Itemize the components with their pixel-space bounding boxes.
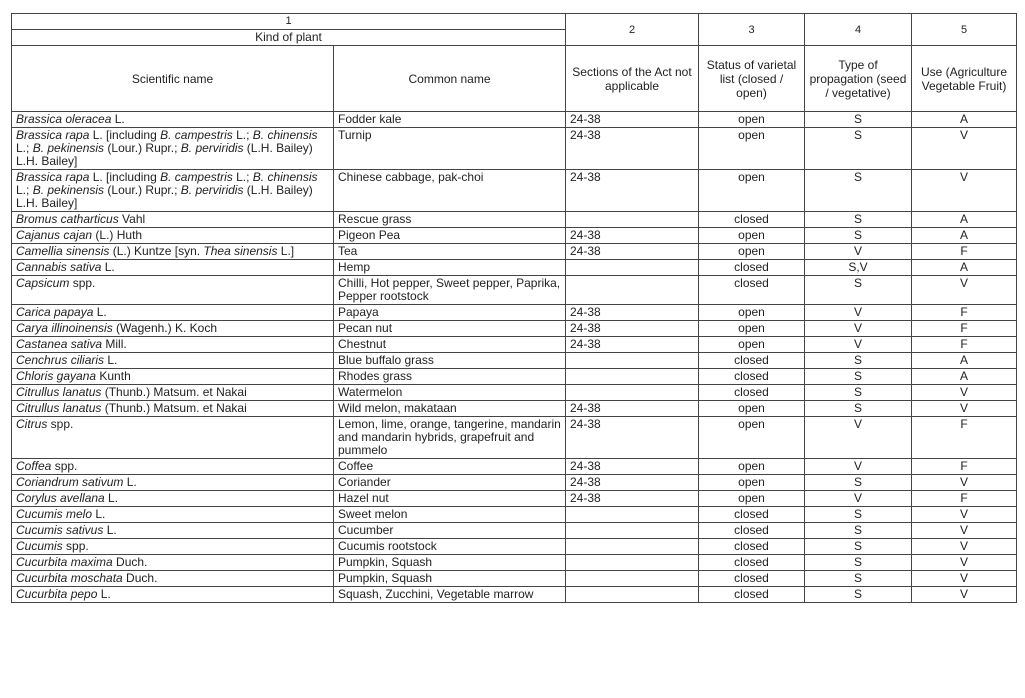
table-row: [12, 170, 1017, 212]
status-cell: open: [699, 337, 805, 353]
scientific-name-italic: Brassica oleracea: [16, 112, 112, 126]
scientific-name-italic: Citrullus lanatus: [16, 385, 102, 399]
scientific-name-text: Vahl: [118, 212, 146, 226]
status-cell: open: [699, 244, 805, 260]
common-name-cell: Turnip: [334, 128, 566, 170]
header-kind-of-plant: Kind of plant: [12, 30, 566, 46]
propagation-cell: S: [805, 587, 912, 603]
scientific-name-italic: Camellia sinensis: [16, 244, 110, 258]
scientific-name-text: L.: [123, 475, 137, 489]
plant-varieties-sheet: [11, 13, 1016, 603]
propagation-cell: S: [805, 212, 912, 228]
scientific-name-italic: B. perviridis: [180, 141, 244, 155]
table-row: [12, 539, 1017, 555]
sections-cell: 24-38: [566, 170, 699, 212]
common-name-cell: Fodder kale: [334, 112, 566, 128]
propagation-cell: S: [805, 170, 912, 212]
scientific-name-italic: Cucumis melo: [16, 507, 93, 521]
status-cell: closed: [699, 369, 805, 385]
scientific-name-cell: [12, 385, 334, 401]
propagation-cell: V: [805, 417, 912, 459]
scientific-name-cell: [12, 475, 334, 491]
sections-cell: [566, 260, 699, 276]
sections-cell: [566, 587, 699, 603]
scientific-name-cell: [12, 417, 334, 459]
header-sections-not-applicable: Sections of the Act not applicable: [566, 46, 699, 112]
sections-cell: 24-38: [566, 228, 699, 244]
scientific-name-cell: [12, 587, 334, 603]
scientific-name-text: Mill.: [102, 337, 127, 351]
propagation-cell: S: [805, 369, 912, 385]
use-cell: F: [912, 417, 1017, 459]
sections-cell: [566, 571, 699, 587]
sections-cell: 24-38: [566, 417, 699, 459]
scientific-name-italic: Carica papaya: [16, 305, 94, 319]
sections-cell: 24-38: [566, 337, 699, 353]
scientific-name-text: Duch.: [112, 555, 148, 569]
status-cell: closed: [699, 587, 805, 603]
table-row: [12, 475, 1017, 491]
header-use: Use (Agriculture Vegetable Fruit): [912, 46, 1017, 112]
header-col-number-2: 2: [566, 14, 699, 46]
common-name-cell: Squash, Zucchini, Vegetable marrow: [334, 587, 566, 603]
scientific-name-text: Duch.: [122, 571, 158, 585]
status-cell: closed: [699, 571, 805, 587]
table-row: [12, 491, 1017, 507]
common-name-cell: Sweet melon: [334, 507, 566, 523]
status-cell: closed: [699, 353, 805, 369]
use-cell: V: [912, 587, 1017, 603]
propagation-cell: S: [805, 507, 912, 523]
sections-cell: 24-38: [566, 244, 699, 260]
use-cell: V: [912, 507, 1017, 523]
header-col-number-5: 5: [912, 14, 1017, 46]
sections-cell: [566, 212, 699, 228]
scientific-name-italic: B. pekinensis: [32, 141, 105, 155]
table-row: [12, 555, 1017, 571]
sections-cell: [566, 353, 699, 369]
common-name-cell: Coffee: [334, 459, 566, 475]
table-row: [12, 321, 1017, 337]
use-cell: A: [912, 353, 1017, 369]
scientific-name-cell: [12, 491, 334, 507]
status-cell: open: [699, 305, 805, 321]
propagation-cell: V: [805, 321, 912, 337]
plant-varieties-table: [11, 13, 1017, 603]
sections-cell: [566, 507, 699, 523]
scientific-name-text: spp.: [51, 459, 78, 473]
header-common-name: Common name: [334, 46, 566, 112]
scientific-name-italic: B. campestris: [160, 128, 233, 142]
sections-cell: 24-38: [566, 305, 699, 321]
status-cell: closed: [699, 260, 805, 276]
table-row: [12, 587, 1017, 603]
table-body: [12, 112, 1017, 603]
scientific-name-cell: [12, 244, 334, 260]
scientific-name-text: (Thunb.) Matsum. et Nakai: [101, 385, 247, 399]
scientific-name-text: L.: [101, 260, 115, 274]
status-cell: open: [699, 417, 805, 459]
scientific-name-italic: Bromus catharticus: [16, 212, 119, 226]
scientific-name-italic: B. perviridis: [180, 183, 244, 197]
propagation-cell: S: [805, 571, 912, 587]
common-name-cell: Lemon, lime, orange, tangerine, mandarin and mandarin hybrids, grapefruit and pummelo: [334, 417, 566, 459]
scientific-name-text: L.: [104, 491, 119, 505]
table-row: [12, 228, 1017, 244]
use-cell: F: [912, 337, 1017, 353]
scientific-name-text: L.;: [16, 183, 33, 197]
use-cell: A: [912, 369, 1017, 385]
scientific-name-italic: Cucurbita moschata: [16, 571, 123, 585]
header-col-number-3: 3: [699, 14, 805, 46]
propagation-cell: S,V: [805, 260, 912, 276]
use-cell: V: [912, 276, 1017, 305]
sections-cell: 24-38: [566, 491, 699, 507]
use-cell: A: [912, 212, 1017, 228]
scientific-name-italic: Corylus avellana: [16, 491, 105, 505]
table-row: [12, 244, 1017, 260]
common-name-cell: Rhodes grass: [334, 369, 566, 385]
header-scientific-name: Scientific name: [12, 46, 334, 112]
scientific-name-italic: Cucurbita maxima: [16, 555, 113, 569]
scientific-name-text: (Lour.) Rupr.;: [104, 141, 181, 155]
scientific-name-italic: Cannabis sativa: [16, 260, 102, 274]
sections-cell: 24-38: [566, 401, 699, 417]
propagation-cell: V: [805, 244, 912, 260]
sections-cell: [566, 369, 699, 385]
status-cell: open: [699, 321, 805, 337]
propagation-cell: S: [805, 401, 912, 417]
propagation-cell: S: [805, 385, 912, 401]
common-name-cell: Blue buffalo grass: [334, 353, 566, 369]
scientific-name-cell: [12, 212, 334, 228]
common-name-cell: Pumpkin, Squash: [334, 555, 566, 571]
table-row: [12, 112, 1017, 128]
scientific-name-text: (L.) Huth: [92, 228, 143, 242]
scientific-name-cell: [12, 260, 334, 276]
scientific-name-cell: [12, 128, 334, 170]
scientific-name-text: L.: [103, 523, 117, 537]
status-cell: closed: [699, 523, 805, 539]
propagation-cell: S: [805, 475, 912, 491]
scientific-name-italic: Coffea: [16, 459, 52, 473]
status-cell: open: [699, 112, 805, 128]
scientific-name-text: (Wagenh.) K. Koch: [112, 321, 217, 335]
scientific-name-italic: B. chinensis: [252, 128, 318, 142]
sections-cell: 24-38: [566, 459, 699, 475]
use-cell: V: [912, 385, 1017, 401]
scientific-name-italic: B. pekinensis: [32, 183, 105, 197]
scientific-name-text: (Lour.) Rupr.;: [104, 183, 181, 197]
use-cell: V: [912, 523, 1017, 539]
header-group-number: 1: [12, 14, 566, 30]
scientific-name-text: L.: [92, 507, 106, 521]
sections-cell: 24-38: [566, 128, 699, 170]
scientific-name-text: L. [including: [89, 170, 161, 184]
scientific-name-cell: [12, 459, 334, 475]
scientific-name-text: spp.: [62, 539, 89, 553]
status-cell: closed: [699, 212, 805, 228]
scientific-name-italic: Capsicum: [16, 276, 70, 290]
use-cell: F: [912, 244, 1017, 260]
scientific-name-cell: [12, 321, 334, 337]
use-cell: A: [912, 260, 1017, 276]
scientific-name-text: L.: [97, 587, 111, 601]
common-name-cell: Coriander: [334, 475, 566, 491]
status-cell: open: [699, 401, 805, 417]
scientific-name-cell: [12, 539, 334, 555]
table-row: [12, 305, 1017, 321]
sections-cell: [566, 555, 699, 571]
status-cell: open: [699, 128, 805, 170]
scientific-name-italic: Citrullus lanatus: [16, 401, 102, 415]
propagation-cell: V: [805, 305, 912, 321]
status-cell: open: [699, 475, 805, 491]
use-cell: F: [912, 321, 1017, 337]
scientific-name-italic: Cucurbita pepo: [16, 587, 98, 601]
scientific-name-italic: Brassica rapa: [16, 128, 90, 142]
scientific-name-text: L.;: [16, 141, 33, 155]
scientific-name-cell: [12, 112, 334, 128]
propagation-cell: S: [805, 112, 912, 128]
sections-cell: [566, 276, 699, 305]
common-name-cell: Hemp: [334, 260, 566, 276]
scientific-name-cell: [12, 305, 334, 321]
table-row: [12, 337, 1017, 353]
scientific-name-cell: [12, 353, 334, 369]
scientific-name-text: (L.H. Bailey) L.H. Bailey]: [16, 141, 313, 168]
scientific-name-italic: B. campestris: [160, 170, 233, 184]
common-name-cell: Cucumber: [334, 523, 566, 539]
scientific-name-italic: Chloris gayana: [16, 369, 97, 383]
sections-cell: [566, 523, 699, 539]
use-cell: V: [912, 128, 1017, 170]
common-name-cell: Pigeon Pea: [334, 228, 566, 244]
propagation-cell: S: [805, 353, 912, 369]
scientific-name-text: L. [including: [89, 128, 161, 142]
scientific-name-italic: B. chinensis: [252, 170, 318, 184]
sections-cell: [566, 385, 699, 401]
status-cell: open: [699, 491, 805, 507]
propagation-cell: S: [805, 228, 912, 244]
table-row: [12, 401, 1017, 417]
sections-cell: 24-38: [566, 475, 699, 491]
use-cell: V: [912, 539, 1017, 555]
propagation-cell: V: [805, 337, 912, 353]
table-row: [12, 353, 1017, 369]
scientific-name-cell: [12, 523, 334, 539]
propagation-cell: V: [805, 491, 912, 507]
sections-cell: 24-38: [566, 112, 699, 128]
common-name-cell: Watermelon: [334, 385, 566, 401]
scientific-name-cell: [12, 170, 334, 212]
common-name-cell: Chinese cabbage, pak-choi: [334, 170, 566, 212]
scientific-name-text: (Thunb.) Matsum. et Nakai: [101, 401, 247, 415]
table-row: [12, 507, 1017, 523]
scientific-name-text: Kunth: [96, 369, 131, 383]
scientific-name-cell: [12, 555, 334, 571]
use-cell: F: [912, 459, 1017, 475]
scientific-name-italic: Cajanus cajan: [16, 228, 93, 242]
status-cell: closed: [699, 385, 805, 401]
scientific-name-cell: [12, 228, 334, 244]
propagation-cell: S: [805, 555, 912, 571]
common-name-cell: Hazel nut: [334, 491, 566, 507]
use-cell: F: [912, 491, 1017, 507]
scientific-name-text: L.: [93, 305, 107, 319]
status-cell: closed: [699, 555, 805, 571]
use-cell: A: [912, 112, 1017, 128]
common-name-cell: Pumpkin, Squash: [334, 571, 566, 587]
scientific-name-italic: Castanea sativa: [16, 337, 103, 351]
status-cell: open: [699, 228, 805, 244]
scientific-name-cell: [12, 401, 334, 417]
scientific-name-cell: [12, 369, 334, 385]
scientific-name-text: L.;: [232, 128, 253, 142]
scientific-name-italic: Cucumis sativus: [16, 523, 104, 537]
scientific-name-cell: [12, 276, 334, 305]
header-status-of-list: Status of varietal list (closed / open): [699, 46, 805, 112]
scientific-name-text: L.: [111, 112, 125, 126]
scientific-name-text: L.: [104, 353, 118, 367]
scientific-name-italic: Citrus: [16, 417, 48, 431]
common-name-cell: Tea: [334, 244, 566, 260]
table-row: [12, 459, 1017, 475]
use-cell: V: [912, 170, 1017, 212]
sections-cell: 24-38: [566, 321, 699, 337]
scientific-name-cell: [12, 507, 334, 523]
status-cell: open: [699, 459, 805, 475]
scientific-name-italic: Cenchrus ciliaris: [16, 353, 105, 367]
propagation-cell: V: [805, 459, 912, 475]
table-row: [12, 417, 1017, 459]
scientific-name-italic: Carya illinoinensis: [16, 321, 113, 335]
use-cell: V: [912, 401, 1017, 417]
scientific-name-italic: Coriandrum sativum: [16, 475, 124, 489]
table-row: [12, 385, 1017, 401]
common-name-cell: Papaya: [334, 305, 566, 321]
scientific-name-text: spp.: [69, 276, 96, 290]
use-cell: A: [912, 228, 1017, 244]
scientific-name-text: (L.H. Bailey) L.H. Bailey]: [16, 183, 313, 210]
use-cell: V: [912, 571, 1017, 587]
propagation-cell: S: [805, 128, 912, 170]
status-cell: closed: [699, 539, 805, 555]
propagation-cell: S: [805, 276, 912, 305]
table-row: [12, 523, 1017, 539]
status-cell: closed: [699, 507, 805, 523]
common-name-cell: Chestnut: [334, 337, 566, 353]
scientific-name-italic: Thea sinensis: [203, 244, 278, 258]
scientific-name-text: L.;: [232, 170, 253, 184]
scientific-name-italic: Cucumis: [16, 539, 63, 553]
scientific-name-text: L.]: [277, 244, 295, 258]
status-cell: closed: [699, 276, 805, 305]
scientific-name-text: spp.: [47, 417, 74, 431]
common-name-cell: Cucumis rootstock: [334, 539, 566, 555]
scientific-name-italic: Brassica rapa: [16, 170, 90, 184]
scientific-name-text: (L.) Kuntze [syn.: [109, 244, 204, 258]
use-cell: V: [912, 475, 1017, 491]
propagation-cell: S: [805, 523, 912, 539]
use-cell: F: [912, 305, 1017, 321]
table-row: [12, 369, 1017, 385]
common-name-cell: Pecan nut: [334, 321, 566, 337]
header-type-of-propagation: Type of propagation (seed / vegetative): [805, 46, 912, 112]
use-cell: V: [912, 555, 1017, 571]
table-row: [12, 260, 1017, 276]
table-row: [12, 276, 1017, 305]
status-cell: open: [699, 170, 805, 212]
common-name-cell: Chilli, Hot pepper, Sweet pepper, Paprika, Pepper rootstock: [334, 276, 566, 305]
header-col-number-4: 4: [805, 14, 912, 46]
sections-cell: [566, 539, 699, 555]
propagation-cell: S: [805, 539, 912, 555]
table-row: [12, 128, 1017, 170]
common-name-cell: Wild melon, makataan: [334, 401, 566, 417]
scientific-name-cell: [12, 571, 334, 587]
common-name-cell: Rescue grass: [334, 212, 566, 228]
table-row: [12, 212, 1017, 228]
table-row: [12, 571, 1017, 587]
scientific-name-cell: [12, 337, 334, 353]
